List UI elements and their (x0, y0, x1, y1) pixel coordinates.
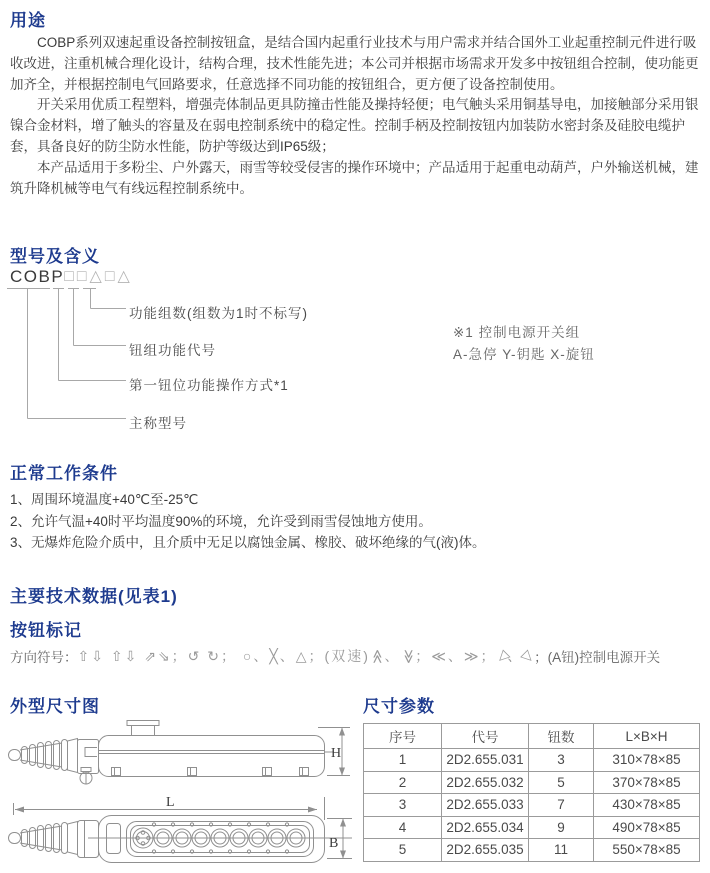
direction-symbols-row (10, 646, 660, 666)
table-cell: 11 (529, 839, 594, 862)
model-label-groups: 功能组数(组数为1时不标写) (129, 306, 308, 321)
table-cell: 430×78×85 (594, 794, 700, 817)
model-label-first-button: 第一钮位功能操作方式*1 (129, 378, 289, 393)
diagonal-triangle-left-icon: ◁ (492, 646, 512, 666)
table-cell: 2D2.655.035 (442, 839, 529, 862)
usage-paragraph: 本产品适用于多粉尘、户外露天，雨雪等较受侵害的操作环境中；产品适用于起重电动葫芦，户外输送机械，建筑升降机械等电气有线远程控制系统中。 (10, 159, 699, 196)
dimension-label-h: H (331, 746, 342, 761)
table-cell: 4 (364, 816, 442, 839)
table-cell: 550×78×85 (594, 839, 700, 862)
col-header-buttons: 钮数 (529, 724, 594, 749)
direction-symbols-label: 方向符号： (10, 650, 78, 665)
table-row (364, 771, 700, 794)
table-header-row (364, 724, 700, 749)
outline-dimension-drawing (0, 712, 360, 873)
dimension-label-b: B (329, 836, 339, 851)
table-cell: 2 (364, 771, 442, 794)
model-code-prefix: COBP (10, 267, 65, 286)
table-row (364, 816, 700, 839)
heading-usage: 用途 (10, 11, 46, 30)
table-row (364, 794, 700, 817)
table-cell: 5 (364, 839, 442, 862)
double-chevron-up-icon: ≪ (369, 648, 386, 664)
table-cell: 2D2.655.034 (442, 816, 529, 839)
table-cell: 2D2.655.032 (442, 771, 529, 794)
table-row (364, 749, 700, 772)
double-chevron-down-icon: ≪ (399, 648, 416, 664)
arrow-symbols: ⇧⇩ ⇧⇩ ⇗⇘；↺ ↻； ○、╳、△；(双速) (77, 648, 370, 664)
condition-item: 3、无爆炸危险介质中，且介质中无足以腐蚀金属、橡胶、破坏绝缘的气(液)体。 (10, 535, 486, 550)
heading-conditions: 正常工作条件 (10, 464, 118, 483)
table-cell: 9 (529, 816, 594, 839)
heading-dimension-params: 尺寸参数 (363, 697, 435, 716)
heading-outline-drawing: 外型尺寸图 (10, 697, 100, 716)
model-footnote (453, 322, 595, 365)
separator-mark: 、 (384, 648, 401, 664)
col-header-index: 序号 (364, 724, 442, 749)
dimension-label-l: L (166, 795, 175, 810)
condition-item: 1、周围环境温度+40℃至-25℃ (10, 492, 199, 507)
usage-paragraph: 开关采用优质工程塑料，增强壳体制品更具防撞击性能及操持轻便；电气触头采用铜基导电，加接触部分采用银镍合金材料，增了触头的容量及在弱电控制系统中的稳定性。控制手柄及控制按钮内加装防水密封条及硅胶电缆护套，具备良好的防尘防水性能，防护等级达到IP65级； (10, 97, 699, 154)
table-cell: 2D2.655.031 (442, 749, 529, 772)
a-button-note: ；(A钮)控制电源开关 (534, 650, 661, 665)
heading-tech-data: 主要技术数据(见表1) (10, 587, 178, 606)
heading-button-marks: 按钮标记 (10, 621, 82, 640)
usage-paragraphs (10, 33, 704, 199)
table-cell: 1 (364, 749, 442, 772)
condition-item: 2、允许气温+40时平均温度90%的环境，允许受到雨雪侵蚀地方使用。 (10, 513, 432, 529)
table-cell: 7 (529, 794, 594, 817)
conditions-list (10, 489, 486, 554)
footnote-line2: A-急停 Y-钥匙 X-旋钮 (453, 346, 595, 362)
table-cell: 5 (529, 771, 594, 794)
table-row (364, 839, 700, 862)
model-label-button-code: 钮组功能代号 (129, 343, 216, 358)
table-cell: 490×78×85 (594, 816, 700, 839)
table-cell: 310×78×85 (594, 749, 700, 772)
separator-mark: 、 (507, 648, 524, 664)
dimension-table (363, 723, 700, 862)
table-cell: 2D2.655.033 (442, 794, 529, 817)
chevron-symbols: ；≪、≫； (415, 648, 497, 664)
col-header-lbh: L×B×H (594, 724, 700, 749)
model-code-symbols: □□△□△ (64, 268, 133, 285)
footnote-line1: ※1 控制电源开关组 (453, 325, 581, 340)
usage-paragraph: COBP系列双速起重设备控制按钮盒，是结合国内起重行业技术与用户需求并结合国外工业起重控制元件进行吸收改进，注重机械合理化设计，结构合理，技术性能先进；本公司并根据市场需求开发多中按钮组合控制，使功能更加齐全，并根据控制电气回路要求，任意选择不同功能的按钮组合，更方便了设备控制使用。 (10, 35, 699, 92)
diagonal-triangle-right-icon: ▷ (519, 646, 539, 666)
col-header-code: 代号 (442, 724, 529, 749)
table-cell: 3 (364, 794, 442, 817)
table-cell: 370×78×85 (594, 771, 700, 794)
table-cell: 3 (529, 749, 594, 772)
heading-model: 型号及含义 (10, 247, 100, 266)
model-label-base-model: 主称型号 (129, 416, 187, 431)
